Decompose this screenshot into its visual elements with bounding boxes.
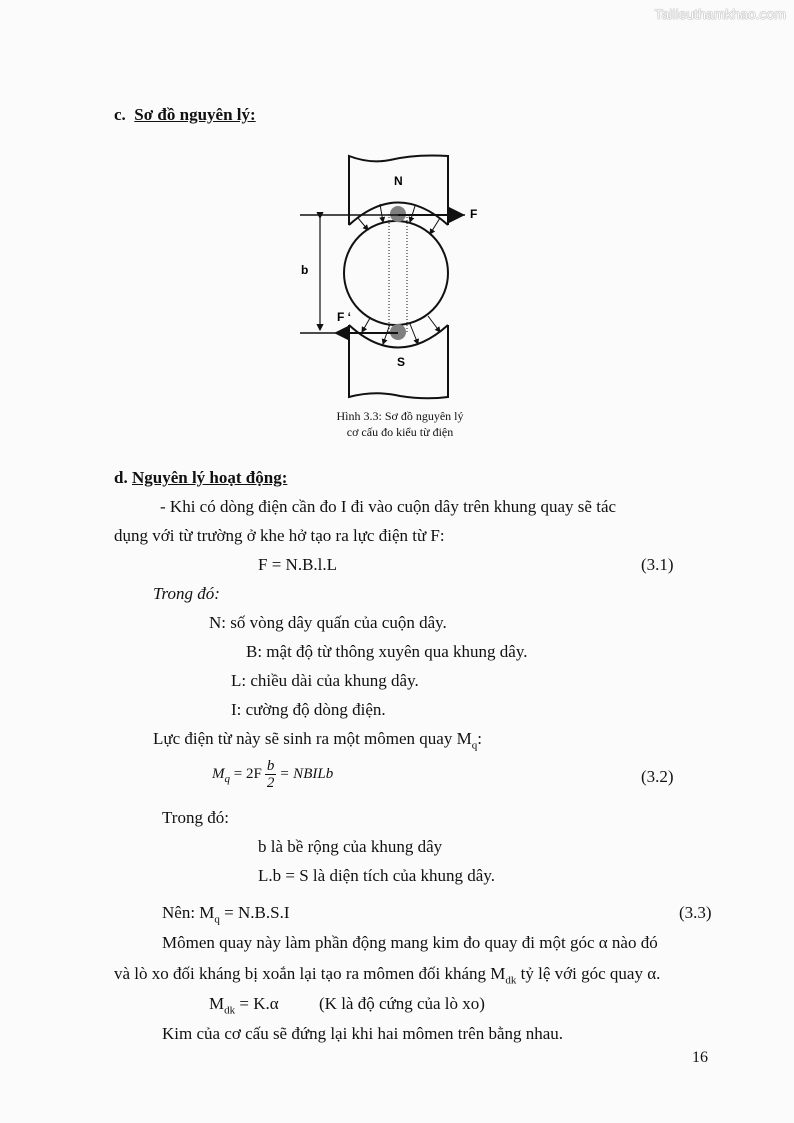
where1-item-i: I: cường độ dòng điện.: [231, 700, 386, 719]
para1-line1: - Khi có dòng điện cần đo I đi vào cuộn dây trên khung quay sẽ tác: [160, 497, 617, 516]
equation-3-1-number: (3.1): [641, 555, 674, 574]
watermark: Tailieuthamkhao.com: [654, 6, 786, 22]
where2-item-s: L.b = S là diện tích của khung dây.: [258, 866, 495, 885]
where2-label: Trong đó:: [162, 808, 229, 827]
section-c-heading: [114, 105, 256, 125]
north-label: N: [394, 174, 403, 188]
figure-caption: [300, 408, 500, 440]
equation-3-1: F = N.B.l.L: [258, 555, 338, 574]
para3-line1: Mômen quay này làm phần động mang kim đo quay đi một góc α nào đó: [162, 933, 658, 952]
section-d-heading: [114, 468, 287, 488]
south-label: S: [397, 355, 406, 369]
equation-mdk-note: (K là độ cứng của lò xo): [319, 994, 485, 1013]
where1-item-n: N: số vòng dây quấn của cuộn dây.: [209, 613, 447, 632]
para4: Kim của cơ cấu sẽ đứng lại khi hai mômen trên bằng nhau.: [162, 1024, 564, 1043]
page-number: 16: [692, 1049, 708, 1066]
para1-line2: dụng với từ trường ở khe hở tạo ra lực điện từ F:: [114, 526, 445, 545]
where2-item-b: b là bề rộng của khung dây: [258, 837, 443, 856]
moving-coil-diagram: [290, 150, 490, 400]
force-prime-label: F ‘: [337, 310, 351, 324]
section-d-prefix: d.: [114, 468, 128, 487]
iron-core: [344, 221, 448, 325]
caption-line-2: cơ cấu đo kiểu từ điện: [346, 425, 454, 439]
equation-3-2-number: (3.2): [641, 767, 674, 786]
equation-3-3-number: (3.3): [679, 903, 712, 922]
section-c-prefix: c.: [114, 105, 126, 124]
where1-item-b: B: mật độ từ thông xuyên qua khung dây.: [246, 642, 528, 661]
equation-mdk: $M_{dk} = K.\alpha$: [209, 994, 279, 1017]
force-label: F: [470, 207, 478, 221]
section-c-title: Sơ đồ nguyên lý:: [134, 105, 256, 124]
width-label: b: [301, 263, 309, 277]
caption-line-1: Hình 3.3: Sơ đồ nguyên lý: [336, 409, 464, 423]
para2: Lực điện từ này sẽ sinh ra một mômen quay $M_q$:: [153, 729, 482, 752]
where1-label: Trong đó:: [153, 584, 220, 603]
equation-3-3: Nên: $M_q = N.B.S.I$: [162, 903, 290, 926]
section-d-title: Nguyên lý hoạt động:: [131, 468, 288, 487]
fraction: $\frac{b}{2}$: [266, 758, 275, 791]
where1-item-l: L: chiều dài của khung dây.: [231, 671, 419, 690]
para3-line2: và lò xo đối kháng bị xoắn lại tạo ra mômen đối kháng $M_{dk}$ tỷ lệ với góc quay α.: [114, 964, 661, 987]
equation-3-2: $M_q = 2F$ $\frac{b}{2}$ = NBILb: [212, 758, 334, 791]
